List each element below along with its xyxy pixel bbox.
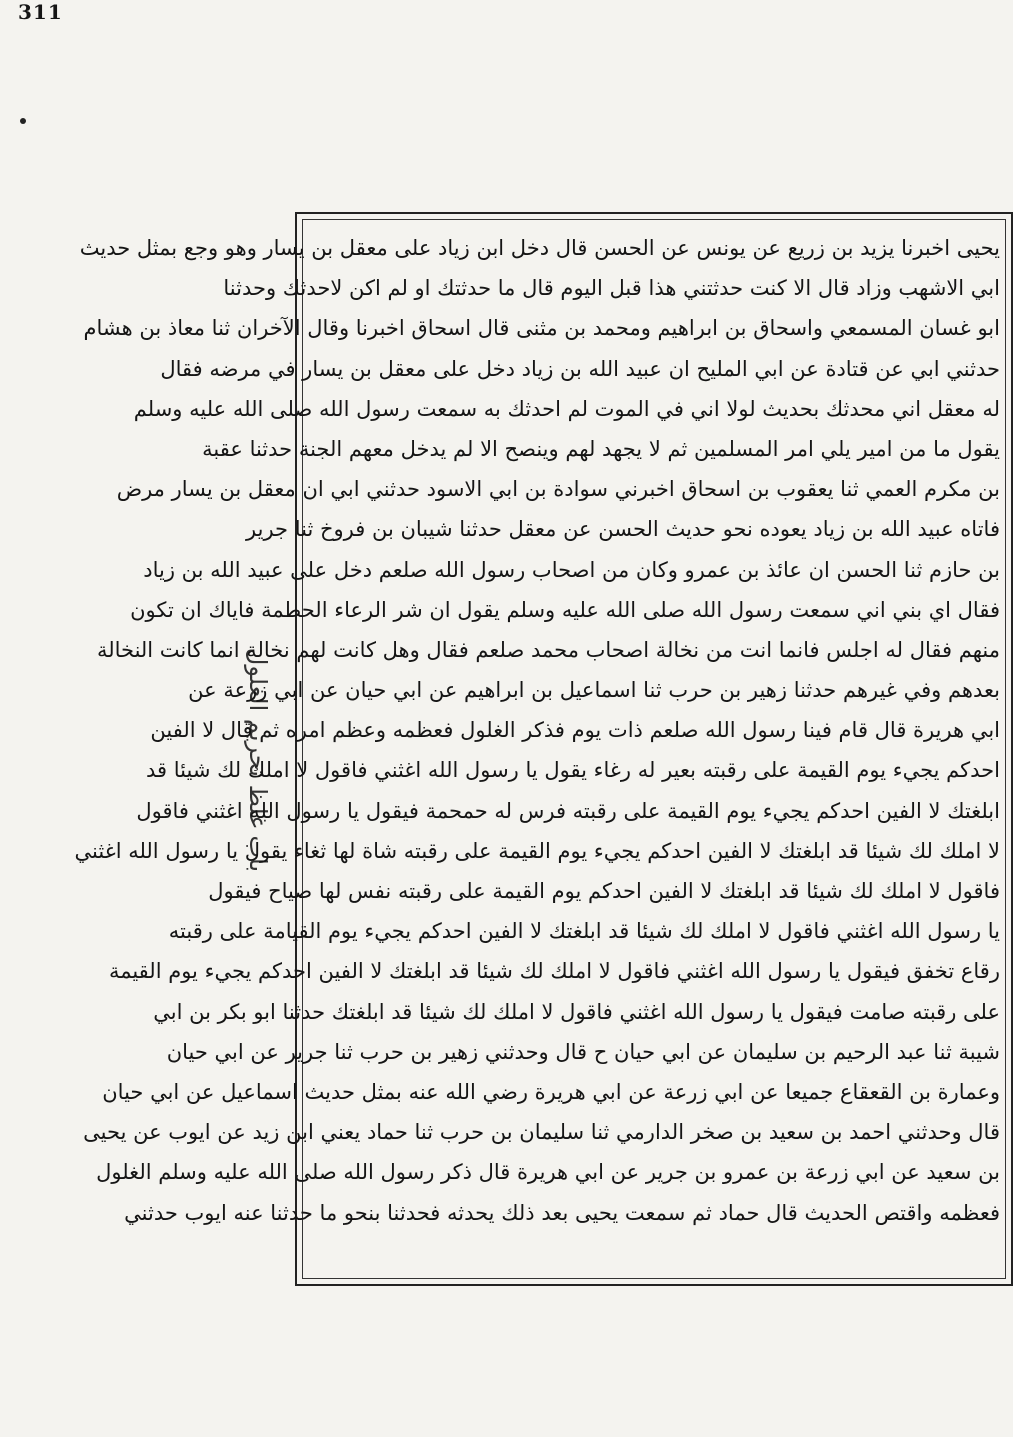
text-line: لا املك لك شيئا قد ابلغتك لا الفين احدكم يجيء يوم القيمة على رقبته شاة لها ثغاء يقول يا رسول الله اغثني	[74, 838, 1000, 863]
text-line: حدثني ابي عن قتادة عن ابي المليح ان عبيد الله بن زياد دخل على معقل بن يسار في مرضه فقال	[160, 356, 1000, 381]
text-line: منهم فقال له اجلس فانما انت من نخالة اصحاب محمد صلعم فقال وهل كانت لهم نخالة انما كانت النخالة	[96, 637, 1000, 662]
text-line: فعظمه واقتص الحديث قال حماد ثم سمعت يحيى بعد ذلك يحدثه فحدثنا بنحو ما حدثنا عنه ايوب حدثني	[124, 1200, 1000, 1225]
text-line: بعدهم وفي غيرهم حدثنا زهير بن حرب ثنا اسماعيل بن ابراهيم عن ابي حيان عن ابي زرعة عن	[188, 678, 1000, 703]
text-line: ابلغتك لا الفين احدكم يجيء يوم القيمة على رقبته فرس له حمحمة فيقول يا رسول الله اغثني فاقول	[136, 798, 1000, 823]
text-line: على رقبته صامت فيقول يا رسول الله اغثني فاقول لا املك لك شيئا قد ابلغتك حدثنا ابو بكر بن ابي	[153, 999, 1000, 1024]
text-line: بن حازم ثنا الحسن ان عائذ بن عمرو وكان من اصحاب رسول الله صلعم دخل على عبيد الله بن زياد	[143, 557, 1000, 582]
text-line: وعمارة بن القعقاع جميعا عن ابي زرعة عن ابي هريرة رضي الله عنه بمثل حديث اسماعيل عن ابي حيان	[102, 1079, 1000, 1104]
text-line: قال وحدثني احمد بن سعيد بن صخر الدارمي ثنا سليمان بن حرب ثنا حماد يعني ابن زيد عن ايوب عن يحيى	[83, 1120, 1000, 1145]
text-line: ابي الاشهب وزاد قال الا كنت حدثتني هذا قبل اليوم قال ما حدثتك او لم اكن لاحدثك وحدثنا	[223, 276, 1000, 301]
text-line: ابو غسان المسمعي واسحاق بن ابراهيم ومحمد بن مثنى قال اسحاق اخبرنا وقال الآخران ثنا معاذ بن هشام	[83, 316, 1000, 341]
text-line: فقال اي بني اني سمعت رسول الله صلى الله عليه وسلم يقول ان شر الرعاء الحطمة فاياك ان تكون	[130, 597, 1000, 622]
text-line: رقاع تخفق فيقول يا رسول الله اغثني فاقول لا املك لك شيئا قد ابلغتك لا الفين احدكم يجيء يوم القيمة	[108, 959, 1000, 984]
text-line: شيبة ثنا عبد الرحيم بن سليمان عن ابي حيان ح قال وحدثني زهير بن حرب ثنا جرير عن ابي حيان	[166, 1039, 1000, 1064]
text-line: احدكم يجيء يوم القيمة على رقبته بعير له رغاء يقول يا رسول الله اغثني فاقول لا املك لك شيئا قد	[146, 758, 1000, 783]
text-line: له معقل اني محدثك بحديث لولا اني في الموت لم احدثك به سمعت رسول الله صلى الله عليه وسلم	[133, 396, 1000, 421]
text-line: يحيى اخبرنا يزيد بن زريع عن يونس عن الحسن قال دخل ابن زياد على معقل بن يسار وهو وجع بمثل حديث	[79, 236, 1000, 260]
text-line: يقول ما من امير يلي امر المسلمين ثم لا يجهد لهم وينصح الا لم يدخل معهم الجنة حدثنا عقبة	[202, 436, 1000, 461]
ink-mark	[20, 118, 26, 124]
text-line: فاقول لا املك لك شيئا قد ابلغتك لا الفين احدكم يوم القيمة على رقبته نفس لها صياح فيقول	[208, 879, 1000, 903]
margin-heading-text: باب غلظ تحريم الغلول	[244, 647, 272, 873]
text-line: فاتاه عبيد الله بن زياد يعوده نحو حديث الحسن عن معقل حدثنا شيبان بن فروخ ثنا جرير	[246, 517, 1000, 542]
text-line: بن مكرم العمي ثنا يعقوب بن اسحاق اخبرني سوادة بن ابي الاسود حدثني ابي ان معقل بن يسار مرض	[116, 477, 1000, 502]
page-number: 311	[18, 0, 63, 24]
text-line: يا رسول الله اغثني فاقول لا املك لك شيئا قد ابلغتك لا الفين احدكم يجيء يوم القيامة على رقبته	[168, 919, 1000, 944]
text-line: ابي هريرة قال قام فينا رسول الله صلعم ذات يوم فذكر الغلول فعظمه وعظم امره ثم قال لا الفين	[150, 718, 1000, 743]
text-line: بن سعيد عن ابي زرعة بن عمرو بن جرير عن ابي هريرة قال ذكر رسول الله صلى الله عليه وسلم الغلول	[96, 1160, 1000, 1185]
